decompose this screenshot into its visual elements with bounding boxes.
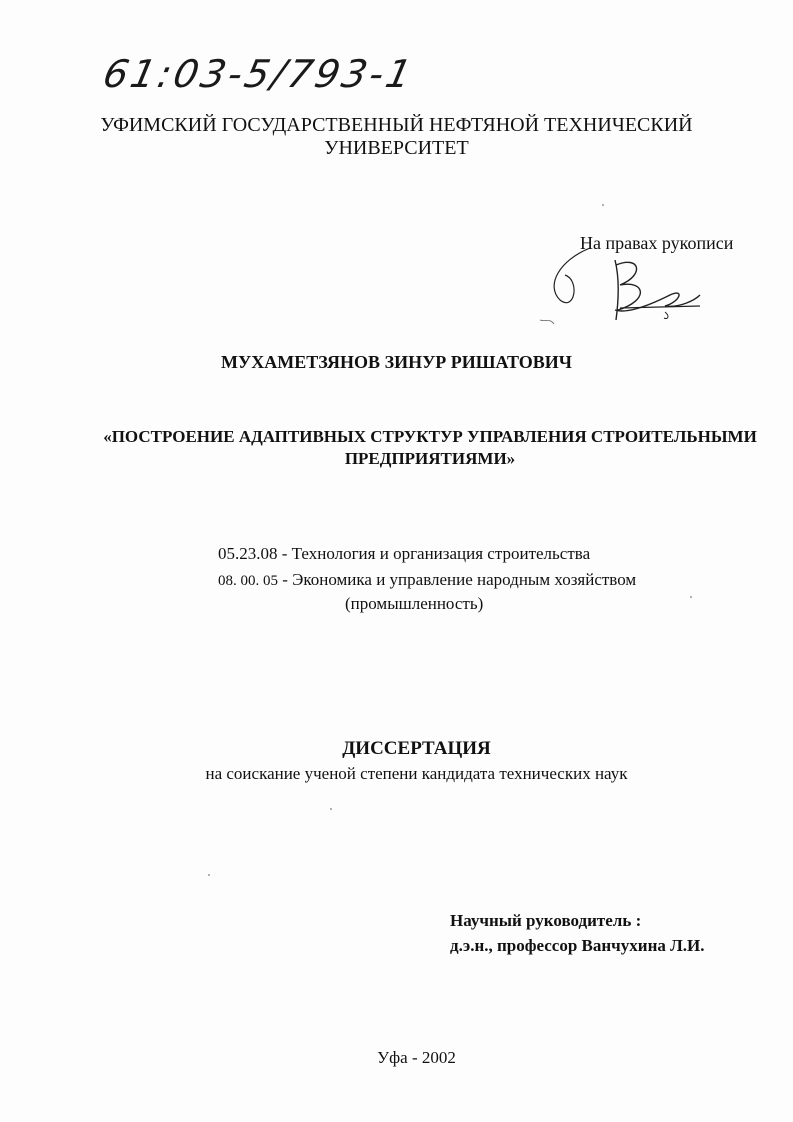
university-name — [0, 114, 793, 160]
specialty-2-name: - Экономика и управление народным хозяйством — [278, 570, 637, 589]
university-line-1: УФИМСКИЙ ГОСУДАРСТВЕННЫЙ НЕФТЯНОЙ ТЕХНИЧЕСКИЙ — [100, 114, 693, 136]
scan-speck — [330, 808, 332, 810]
archive-number: 61:03-5/793-1 — [99, 52, 419, 96]
specialty-2-code: 08. 00. 05 — [218, 573, 278, 589]
supervisor-label: Научный руководитель : — [450, 911, 642, 930]
scan-speck — [602, 204, 604, 206]
degree-line: на соискание ученой степени кандидата технических наук — [205, 764, 628, 783]
title-line-1: «ПОСТРОЕНИЕ АДАПТИВНЫХ СТРУКТУР УПРАВЛЕНИЯ СТРОИТЕЛЬНЫМИ — [103, 427, 757, 446]
document-type: ДИССЕРТАЦИЯ — [342, 738, 491, 759]
specialty-2-subtitle: (промышленность) — [345, 594, 484, 613]
specialty-1-name: - Технология и организация строительства — [277, 544, 591, 563]
city-year: Уфа - 2002 — [377, 1048, 456, 1067]
university-line-2: УНИВЕРСИТЕТ — [324, 137, 469, 159]
specialty-1-code: 05.23.08 — [218, 544, 278, 563]
scan-speck — [208, 874, 210, 876]
rights-note: На правах рукописи — [580, 233, 734, 253]
author-name: МУХАМЕТЗЯНОВ ЗИНУР РИШАТОВИЧ — [221, 352, 572, 372]
scan-speck — [690, 596, 692, 598]
dissertation-title — [90, 426, 770, 470]
supervisor-name: д.э.н., профессор Ванчухина Л.И. — [450, 936, 705, 955]
title-line-2: ПРЕДПРИЯТИЯМИ» — [344, 449, 516, 468]
specialty-2 — [218, 570, 636, 590]
specialty-1 — [218, 544, 590, 564]
supervisor-block — [450, 908, 705, 958]
signature-icon — [520, 240, 720, 350]
